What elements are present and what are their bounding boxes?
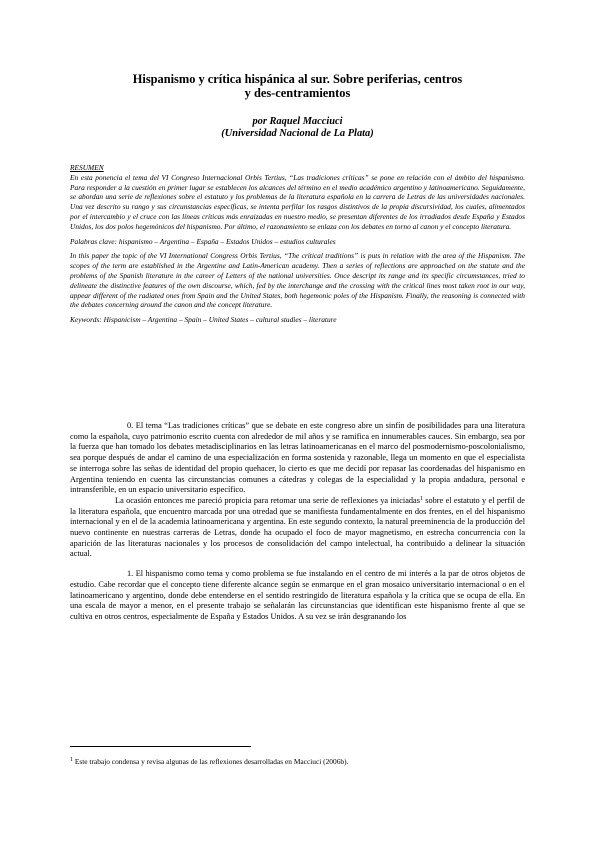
- abstract-heading: RESUMEN: [70, 163, 104, 172]
- body-text: [70, 421, 525, 623]
- footnote-divider: [70, 746, 251, 747]
- abstract-english: In this paper the topic of the VI International Congress Orbis Tertius, “The critical traditions” is puts in relation with the area of the Hispanism. The scopes of the term are established in the Argentine and Latin-American academy. Then a series of reflections are approached on the statute and the problems of the Spanish literature in the career of Letters of the national universities. Once descript its range and its specific circumstances, tried to delineate the distinctive features of the own discourse, which, fed by the interchange and the crossing with the critical lines most taken root in our way, appear different of the radiated ones from Spain and the United States, both hegemonic poles of the Hispanism. Finally, the reasoning is connected with the debates concerning around the canon and the concept literature.: [70, 251, 525, 310]
- title-line-1: Hispanismo y crítica hispánica al sur. Sobre periferias, centros: [132, 72, 463, 86]
- paragraph-section-1: 1. El hispanismo como tema y como problema se fue instalando en el centro de mi interés a la par de otros objetos de estudio. Cabe recordar que el concepto tiene diferente alcance según se enmarque en el gran mosaico universitario internacional o en el latinoamericano y argentino, donde debe entenderse en el sentido restringido de literatura española y la crítica que se ocupa de ella. En una escala de mayor a menor, en el presente trabajo se señalarán las circunstancias que identifican este hispanismo frente al que se cultiva en otros centros, especialmente de España y Estados Unidos. A su vez se irán desgranando los: [70, 569, 525, 621]
- author-block: [90, 116, 505, 140]
- keywords-english: Keywords: Hispanicism – Argentina – Spain – United States – cultural studies – literature: [70, 315, 337, 325]
- paragraph-2-start: La ocasión entonces me pareció propicia para retomar una serie de reflexiones ya iniciadas: [115, 495, 420, 505]
- paragraph-0: 0. El tema “Las tradiciones críticas” que se debate en este congreso abre un sinfín de posibilidades para una literatura como la española, cuyo patrimonio escrito cuenta con alrededor de mil años y se ramifica en innumerables cauces. Sin embargo, sea por la fuerza que han tomado los debates metadisciplinarios en las letras latinoamericanas en el marco del posmodernismo-poscolonialismo, sea porque después de andar el camino de una especialización en forma sostenida y razonable, llega un momento en que el especialista se interroga sobre las señas de identidad del propio quehacer, lo cierto es que me decidí por repasar las coordenadas del hispanismo en Argentina teniendo en cuenta las circunstancias comunes a cátedras y colegas de la especialidad y la propia andadura, personal e intransferible, en un espacio universitario específico.: [70, 421, 525, 495]
- footnote: [70, 757, 525, 767]
- keywords-spanish: Palabras clave: hispanismo – Argentina – España – Estados Unidos – estudios culturales: [70, 236, 336, 246]
- author-affiliation: (Universidad Nacional de La Plata): [221, 128, 374, 139]
- abstract-section: [70, 163, 525, 325]
- paragraph-2: [70, 496, 525, 560]
- paragraph-2-rest: sobre el estatuto y el perfil de la literatura española, que encuentro marcada por una otredad que se manifiesta fundamentalmente en dos frentes, en el del hispanismo internacional y en el de la academia latinoamericana y argentina. En este segundo contexto, la natural preeminencia de la producción del nuevo continente en nuestras carreras de Letras, donde ha ocupado el foco de mayor magnetismo, en estrecha concurrencia con la aparición de las literaturas nacionales y los procesos de consolidación del campo intelectual, ha contribuido a delinear la situación actual.: [70, 495, 525, 559]
- paper-title: [90, 72, 505, 100]
- footnote-marker: 1: [70, 757, 73, 763]
- abstract-spanish: En esta ponencia el tema del VI Congreso Internacional Orbis Tertius, “Las tradiciones críticas” se pone en relación con el ámbito del hispanismo. Para responder a la cuestión en primer lugar se establecen los alcances del término en el medio académico argentino y latinoamericano. Seguidamente, se abordan una serie de reflexiones sobre el estatuto y los problemas de la literatura española en la carrera de Letras de las universidades nacionales. Una vez descrito su rango y sus circunstancias específicas, se intenta perfilar los rasgos distintivos de la propia discursividad, los cuales, alimentados por el intercambio y el cruce con las líneas críticas más enraizadas en nuestro medio, se presentan diferentes de los irradiados desde España y Estados Unidos, los dos polos hegemónicos del hispanismo. Por último, el razonamiento se enlaza con los debates en torno al canon y el concepto literatura.: [70, 172, 525, 231]
- title-line-2: y des-centramientos: [244, 86, 351, 100]
- author-byline: por Raquel Macciuci: [252, 116, 343, 127]
- footnote-ref[interactable]: 1: [419, 495, 423, 502]
- footnote-text: Este trabajo condensa y revisa algunas de las reflexiones desarrolladas en Macciuci (2006b).: [73, 757, 349, 766]
